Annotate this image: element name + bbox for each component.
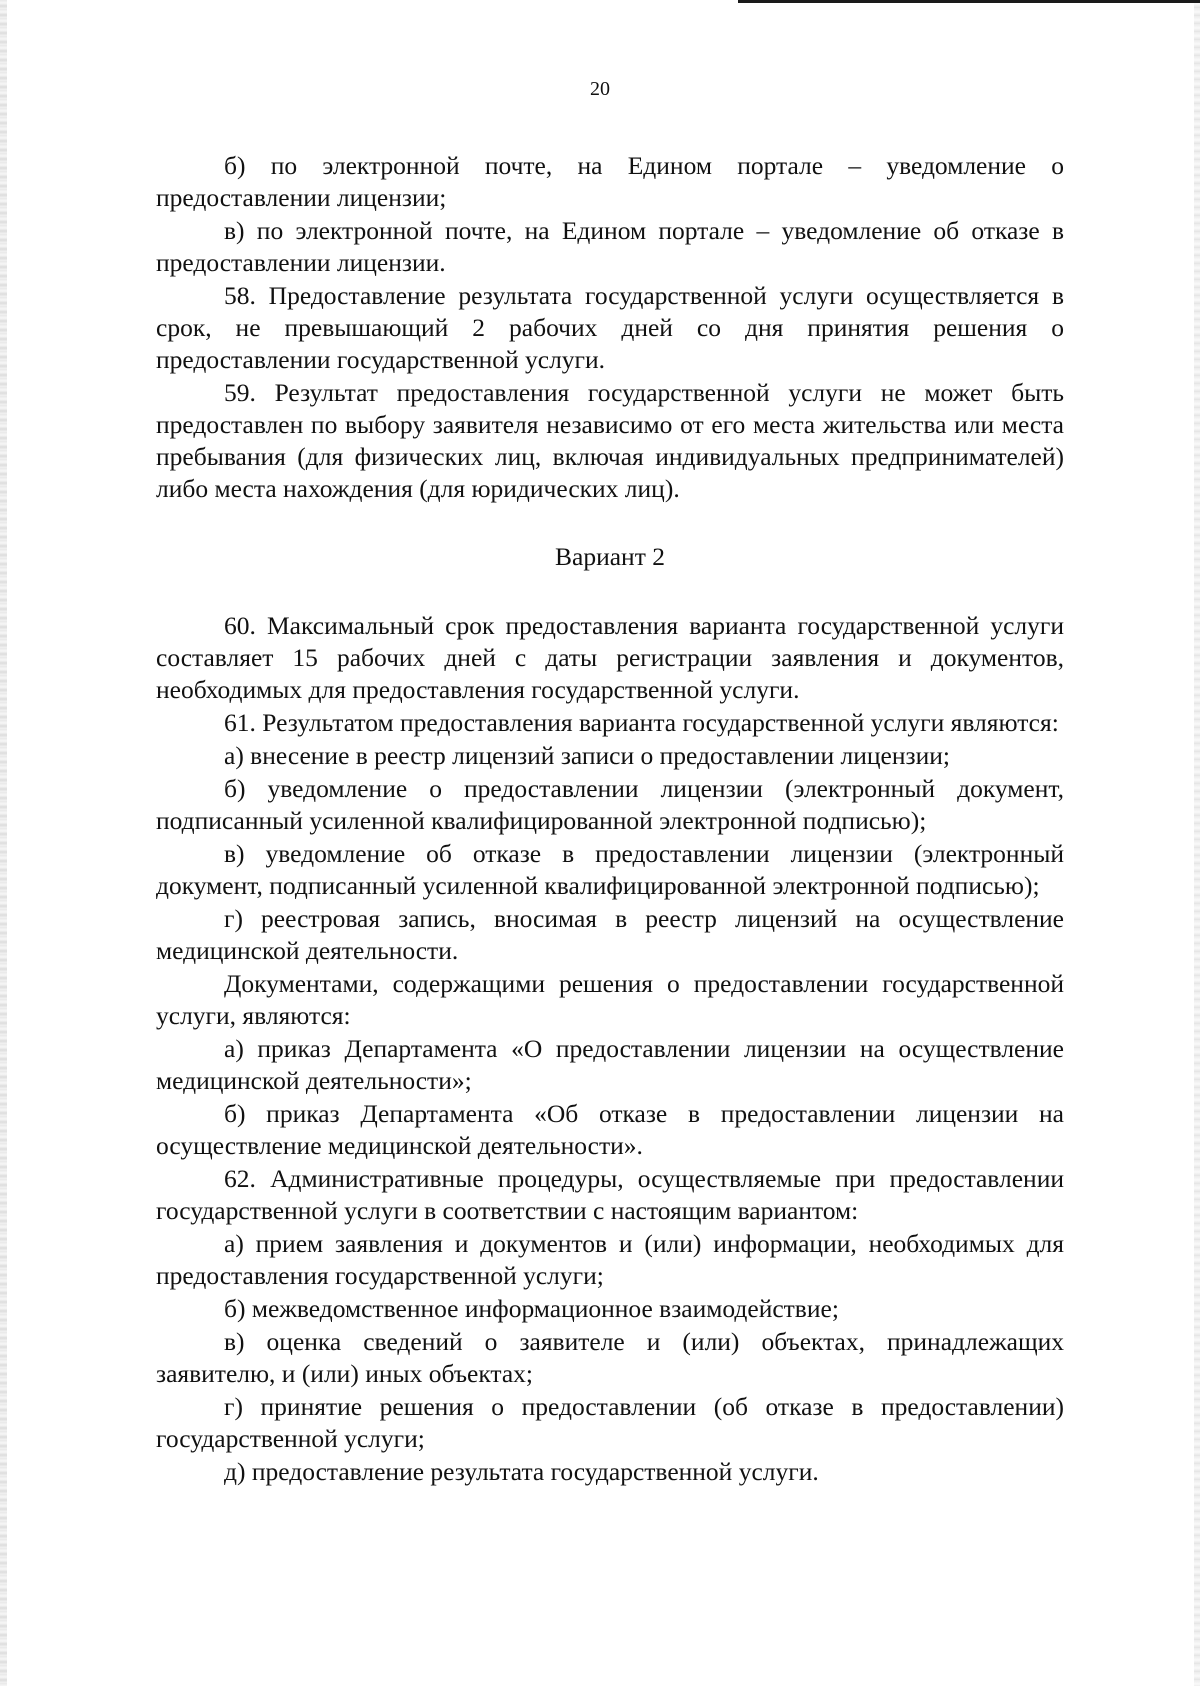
paragraph-60: 60. Максимальный срок предоставления варианта государственной услуги составляет 15 рабочих дней с даты регистрации заявления и документов, необходимых для предоставления государственной услуги. — [156, 611, 1064, 704]
paragraph-order-grant: а) приказ Департамента «О предоставлении лицензии на осуществление медицинской деятельности»; — [156, 1034, 1064, 1095]
scan-edge-left — [0, 0, 7, 1686]
paragraph-decision-documents: Документами, содержащими решения о предоставлении государственной услуги, являются: — [156, 969, 1064, 1030]
paragraph-notice-granted: б) по электронной почте, на Едином портале – уведомление о предоставлении лицензии; — [156, 151, 1064, 212]
paragraph-62: 62. Административные процедуры, осуществляемые при предоставлении государственной услуги в соответствии с настоящим вариантом: — [156, 1164, 1064, 1225]
page-number: 20 — [590, 78, 610, 100]
paragraph-58: 58. Предоставление результата государственной услуги осуществляется в срок, не превышающий 2 рабочих дней со дня принятия решения о предоставлении государственной услуги. — [156, 281, 1064, 374]
paragraph-62-v: в) оценка сведений о заявителе и (или) объектах, принадлежащих заявителю, и (или) иных объектах; — [156, 1327, 1064, 1388]
paragraph-61-v: в) уведомление об отказе в предоставлении лицензии (электронный документ, подписанный усиленной квалифицированной электронной подписью); — [156, 839, 1064, 900]
paragraph-61: 61. Результатом предоставления варианта государственной услуги являются: — [224, 708, 1059, 737]
paragraph-61-g: г) реестровая запись, вносимая в реестр лицензий на осуществление медицинской деятельности. — [156, 904, 1064, 965]
paragraph-62-g: г) принятие решения о предоставлении (об отказе в предоставлении) государственной услуги; — [156, 1392, 1064, 1453]
paragraph-62-b: б) межведомственное информационное взаимодействие; — [224, 1294, 839, 1323]
scan-top-line — [738, 0, 1200, 3]
paragraph-61-a: а) внесение в реестр лицензий записи о предоставлении лицензии; — [224, 741, 950, 770]
paragraph-59: 59. Результат предоставления государственной услуги не может быть предоставлен по выбору заявителя независимо от его места жительства или места пребывания (для физических лиц, включая индивидуальных предпринимателей) либо места нахождения (для юридических лиц). — [156, 378, 1064, 503]
paragraph-62-a: а) прием заявления и документов и (или) информации, необходимых для предоставления государственной услуги; — [156, 1229, 1064, 1290]
scan-edge-right — [1194, 0, 1200, 1686]
section-heading: Вариант 2 — [555, 542, 665, 571]
paragraph-order-refusal: б) приказ Департамента «Об отказе в предоставлении лицензии на осуществление медицинской деятельности». — [156, 1099, 1064, 1160]
paragraph-61-b: б) уведомление о предоставлении лицензии (электронный документ, подписанный усиленной квалифицированной электронной подписью); — [156, 774, 1064, 835]
document-body — [156, 150, 1064, 1489]
paragraph-62-d: д) предоставление результата государственной услуги. — [224, 1457, 819, 1486]
paragraph-notice-refused: в) по электронной почте, на Едином портале – уведомление об отказе в предоставлении лицензии. — [156, 216, 1064, 277]
